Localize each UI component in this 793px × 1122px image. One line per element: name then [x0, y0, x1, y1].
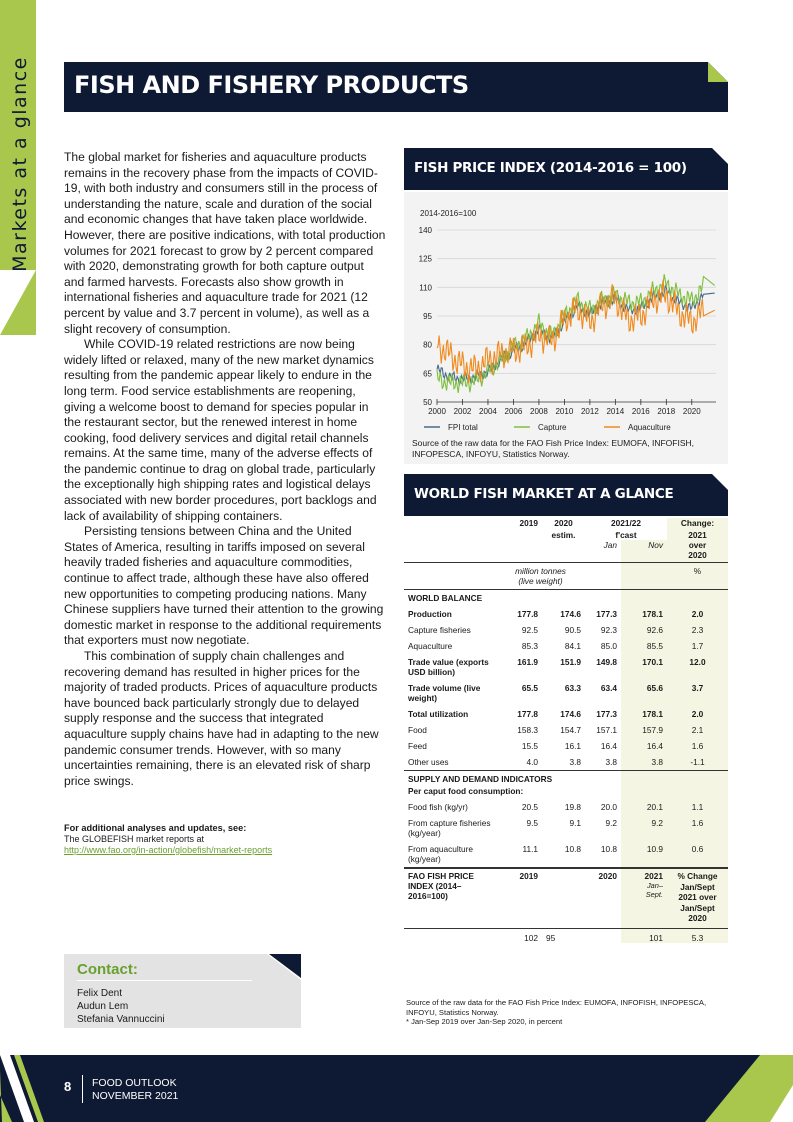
- row-value: 65.6: [621, 680, 667, 706]
- row-value: 85.5: [621, 638, 667, 654]
- table-row: [404, 706, 728, 722]
- col-2021-sub: f'cast: [615, 530, 637, 540]
- row-label: From aquaculture (kg/year): [408, 844, 474, 864]
- row-value: 9.5: [526, 818, 538, 828]
- row-value: 151.9: [560, 657, 581, 667]
- row-value: 20.1: [621, 799, 667, 815]
- row-value: 10.9: [621, 841, 667, 868]
- fpi-h2020: 2020: [598, 871, 617, 881]
- row-value: 149.8: [596, 657, 617, 667]
- row-value: 2.0: [667, 606, 728, 622]
- y-tick-label: 140: [418, 226, 432, 235]
- row-value: 178.1: [621, 606, 667, 622]
- row-label: Total utilization: [408, 709, 469, 719]
- row-value: 170.1: [621, 654, 667, 680]
- table-row: [404, 654, 728, 680]
- x-tick-label: 2020: [682, 407, 701, 416]
- row-label: Other uses: [408, 757, 449, 767]
- contact-title: Contact:: [77, 961, 138, 978]
- row-label: Production: [408, 609, 452, 619]
- section-world-balance: WORLD BALANCE: [408, 593, 483, 603]
- fpi-label: FAO FISH PRICE INDEX (2014–2016=100): [408, 871, 474, 901]
- row-value: 158.3: [517, 725, 538, 735]
- row-value: 3.8: [569, 757, 581, 767]
- panel-corner-icon: [712, 474, 728, 490]
- row-value: 20.0: [600, 802, 617, 812]
- row-value: 2.0: [667, 706, 728, 722]
- row-value: 12.0: [667, 654, 728, 680]
- legend-label: FPI total: [448, 423, 478, 432]
- page-footer: [0, 1055, 793, 1122]
- row-value: 9.1: [569, 818, 581, 828]
- page-number: 8: [64, 1079, 72, 1094]
- x-tick-label: 2008: [530, 407, 548, 416]
- side-tab-label: Markets at a glance: [9, 56, 31, 272]
- row-label: Food fish (kg/yr): [408, 802, 468, 812]
- row-value: 2.3: [667, 622, 728, 638]
- contact-names: [77, 987, 165, 1026]
- fpi-2019: 102: [524, 932, 538, 943]
- row-label: Aquaculture: [408, 641, 453, 651]
- col-change-2: 2021: [667, 530, 728, 540]
- x-tick-label: 2018: [657, 407, 676, 416]
- col-change: Change:: [667, 518, 728, 530]
- table-source-text: Source of the raw data for the FAO Fish Price Index: EUMOFA, INFOFISH, INFOPESCA, INFOYU, Statistics Norway.: [406, 998, 707, 1017]
- market-table-wrap: [404, 518, 728, 943]
- row-value: 85.3: [521, 641, 538, 651]
- row-label: Food: [408, 725, 427, 735]
- panel-corner-icon: [712, 148, 728, 164]
- row-value: 178.1: [621, 706, 667, 722]
- fpi-h2021: 2021: [644, 871, 663, 881]
- table-row: [404, 680, 728, 706]
- contact-name: Stefania Vannuccini: [77, 1014, 165, 1025]
- chart-source: Source of the raw data for the FAO Fish Price Index: EUMOFA, INFOFISH, INFOPESCA, INFOYU, Statistics Norway.: [412, 438, 695, 459]
- row-value: 92.6: [621, 622, 667, 638]
- row-value: 92.5: [521, 625, 538, 635]
- fpi-2020-a: 95: [546, 932, 556, 943]
- table-panel-header: [404, 474, 728, 516]
- legend-label: Aquaculture: [628, 423, 671, 432]
- table-row: [404, 815, 728, 841]
- market-table: [404, 518, 728, 943]
- row-label: Trade volume (live weight): [408, 683, 481, 703]
- contact-box: [64, 954, 301, 1028]
- col-2020: 2020: [554, 518, 573, 528]
- row-value: 90.5: [564, 625, 581, 635]
- table-row: [404, 622, 728, 638]
- y-tick-label: 95: [423, 312, 432, 321]
- row-value: 1.6: [667, 738, 728, 754]
- row-value: 4.0: [526, 757, 538, 767]
- additional-analyses-text: The GLOBEFISH market reports at: [64, 834, 205, 844]
- row-value: 0.6: [667, 841, 728, 868]
- fpi-h2021-sub: Jan– Sept.: [645, 881, 663, 899]
- x-tick-label: 2006: [504, 407, 523, 416]
- col-2019: 2019: [519, 518, 538, 528]
- row-value: 63.4: [600, 683, 617, 693]
- col-change-4: 2020: [667, 550, 728, 563]
- row-value: 19.8: [564, 802, 581, 812]
- row-value: 174.6: [560, 609, 581, 619]
- publication-title: FOOD OUTLOOK: [92, 1077, 177, 1089]
- row-value: 157.9: [621, 722, 667, 738]
- unit-pct: %: [667, 563, 728, 577]
- publication-name: [92, 1077, 178, 1103]
- additional-analyses-heading: For additional analyses and updates, see:: [64, 823, 247, 833]
- title-corner-icon: [708, 62, 728, 82]
- row-label: Capture fisheries: [408, 625, 471, 635]
- body-paragraph: Persisting tensions between China and the United States of America, resulting in tariffs imposed on several heavily traded fisheries and aquaculture commodities, continue to affect trade, although these have also offered new opportunities to competing producing nations. Many Chinese suppliers have turned their attention to the growing domestic market in response to the additional requirements that exporters must now negotiate.: [64, 524, 384, 648]
- fpi-change: 5.3: [667, 928, 728, 943]
- article-body: [64, 150, 386, 789]
- row-value: 10.8: [600, 844, 617, 854]
- row-value: 16.4: [600, 741, 617, 751]
- page-title: FISH AND FISHERY PRODUCTS: [74, 71, 469, 99]
- row-value: 177.3: [596, 609, 617, 619]
- x-tick-label: 2016: [631, 407, 650, 416]
- row-label: Feed: [408, 741, 427, 751]
- body-paragraph: While COVID-19 related restrictions are now being widely lifted or relaxed, many of the new market dynamics resulting from the pandemic appear likely to endure in the long term. Food service establishments are reopening, giving a welcome boost to demand for species popular in the restaurant sector, but the renewed interest in home cooking, food delivery services and digital retail channels remains. At the same time, many of the adverse effects of the pandemic continue to drag on global trade, particularly the exceptionally high shipping rates and logistical delays associated with new border procedures, port backlogs and lack of availability of shipping containers.: [64, 337, 377, 523]
- chart-area: [404, 192, 728, 464]
- table-row: [404, 799, 728, 815]
- section-per-caput: Per caput food consumption:: [408, 786, 524, 796]
- row-value: 20.5: [521, 802, 538, 812]
- col-nov: Nov: [621, 540, 667, 550]
- table-note: * Jan-Sep 2019 over Jan-Sep 2020, in percent: [406, 1017, 563, 1026]
- body-paragraph: The global market for fisheries and aquaculture products remains in the recovery phase from the impacts of COVID-19, with both industry and consumers still in the process of understanding the nature, scale and duration of the social and economic changes that have taken place worldwide. However, there are positive indications, with total production volumes for 2021 forecast to grow by 2 percent compared with 2020, demonstrating growth for both capture output and farmed harvests. Forecasts also show growth in international fisheries and aquaculture trade for 2021 (12 percent by value and 3.7 percent in volume), as well as a slight recovery of consumption.: [64, 150, 386, 336]
- y-tick-label: 110: [419, 283, 432, 293]
- section-supply: SUPPLY AND DEMAND INDICATORS: [408, 774, 553, 784]
- chart-panel-title: FISH PRICE INDEX (2014-2016 = 100): [414, 160, 687, 176]
- unit-label: million tonnes: [515, 566, 566, 576]
- row-value: 65.5: [521, 683, 538, 693]
- additional-analyses: [64, 823, 384, 856]
- table-header-row: [404, 518, 728, 530]
- row-value: 2.1: [667, 722, 728, 738]
- table-row: [404, 606, 728, 622]
- fpi-2021: 101: [621, 928, 667, 943]
- x-tick-label: 2010: [555, 407, 574, 416]
- y-axis-label: 2014-2016=100: [420, 209, 477, 218]
- table-row: [404, 722, 728, 738]
- x-tick-label: 2000: [428, 407, 446, 416]
- row-value: 161.9: [517, 657, 538, 667]
- contact-name: Felix Dent: [77, 988, 123, 999]
- row-value: 174.6: [560, 709, 581, 719]
- row-value: 3.8: [605, 757, 617, 767]
- x-tick-label: 2002: [453, 407, 472, 416]
- row-value: 92.3: [600, 625, 617, 635]
- col-jan: Jan: [603, 540, 617, 550]
- row-value: 154.7: [560, 725, 581, 735]
- table-row: [404, 638, 728, 654]
- row-value: 10.8: [564, 844, 581, 854]
- table-panel-title: WORLD FISH MARKET AT A GLANCE: [414, 486, 674, 502]
- col-2021: 2021/22: [611, 518, 641, 528]
- fish-price-chart: [404, 192, 728, 438]
- row-label: From capture fisheries (kg/year): [408, 818, 491, 838]
- y-tick-label: 125: [418, 254, 432, 264]
- y-tick-label: 80: [423, 340, 432, 350]
- row-value: 177.3: [596, 709, 617, 719]
- row-value: 1.6: [667, 815, 728, 841]
- table-source: [406, 998, 734, 1027]
- table-row: [404, 841, 728, 868]
- fpi-change-header: % Change Jan/Sept 2021 over Jan/Sept 2020: [677, 871, 718, 924]
- chart-panel-header: [404, 148, 728, 190]
- col-change-3: over: [667, 540, 728, 550]
- row-value: 84.1: [564, 641, 581, 651]
- row-value: 3.8: [621, 754, 667, 771]
- x-tick-label: 2014: [606, 407, 625, 416]
- contact-name: Audun Lem: [77, 1001, 129, 1012]
- row-value: 177.8: [517, 709, 538, 719]
- row-label: Trade value (exports USD billion): [408, 657, 489, 677]
- y-tick-label: 50: [423, 398, 432, 407]
- row-value: 3.7: [667, 680, 728, 706]
- row-value: 9.2: [605, 818, 617, 828]
- row-value: 1.1: [667, 799, 728, 815]
- x-tick-label: 2012: [580, 407, 599, 416]
- fpi-h2019: 2019: [519, 871, 538, 881]
- footer-divider: [82, 1075, 83, 1103]
- contact-corner-icon: [267, 954, 301, 980]
- row-value: 9.2: [621, 815, 667, 841]
- body-paragraph: This combination of supply chain challenges and recovering demand has resulted in higher prices for the majority of traded products. Prices of aquaculture products have bounced back particularly strongly due to delayed supply response and the success that integrated aquaculture supply chains have had in adapting to the new pandemic consumer trends. However, with so many uncertainties remaining, there is an elevated risk of sharp price swings.: [64, 649, 379, 788]
- table-row: [404, 738, 728, 754]
- row-value: 16.4: [621, 738, 667, 754]
- row-value: 16.1: [564, 741, 581, 751]
- legend-label: Capture: [538, 423, 567, 432]
- row-value: 1.7: [667, 638, 728, 654]
- table-row: [404, 754, 728, 771]
- divider: [77, 980, 252, 981]
- x-tick-label: 2004: [479, 407, 497, 416]
- row-value: 85.0: [600, 641, 617, 651]
- row-value: -1.1: [667, 754, 728, 771]
- unit-label-2: (live weight): [518, 576, 563, 586]
- y-tick-label: 65: [423, 369, 432, 379]
- row-value: 177.8: [517, 609, 538, 619]
- row-value: 157.1: [596, 725, 617, 735]
- col-2020-sub: estim.: [551, 530, 576, 540]
- row-value: 15.5: [521, 741, 538, 751]
- publication-date: NOVEMBER 2021: [92, 1090, 179, 1102]
- row-value: 63.3: [564, 683, 581, 693]
- row-value: 11.1: [522, 844, 538, 854]
- globefish-link[interactable]: http://www.fao.org/in-action/globefish/market-reports: [64, 845, 273, 855]
- page-title-bar: [64, 62, 728, 112]
